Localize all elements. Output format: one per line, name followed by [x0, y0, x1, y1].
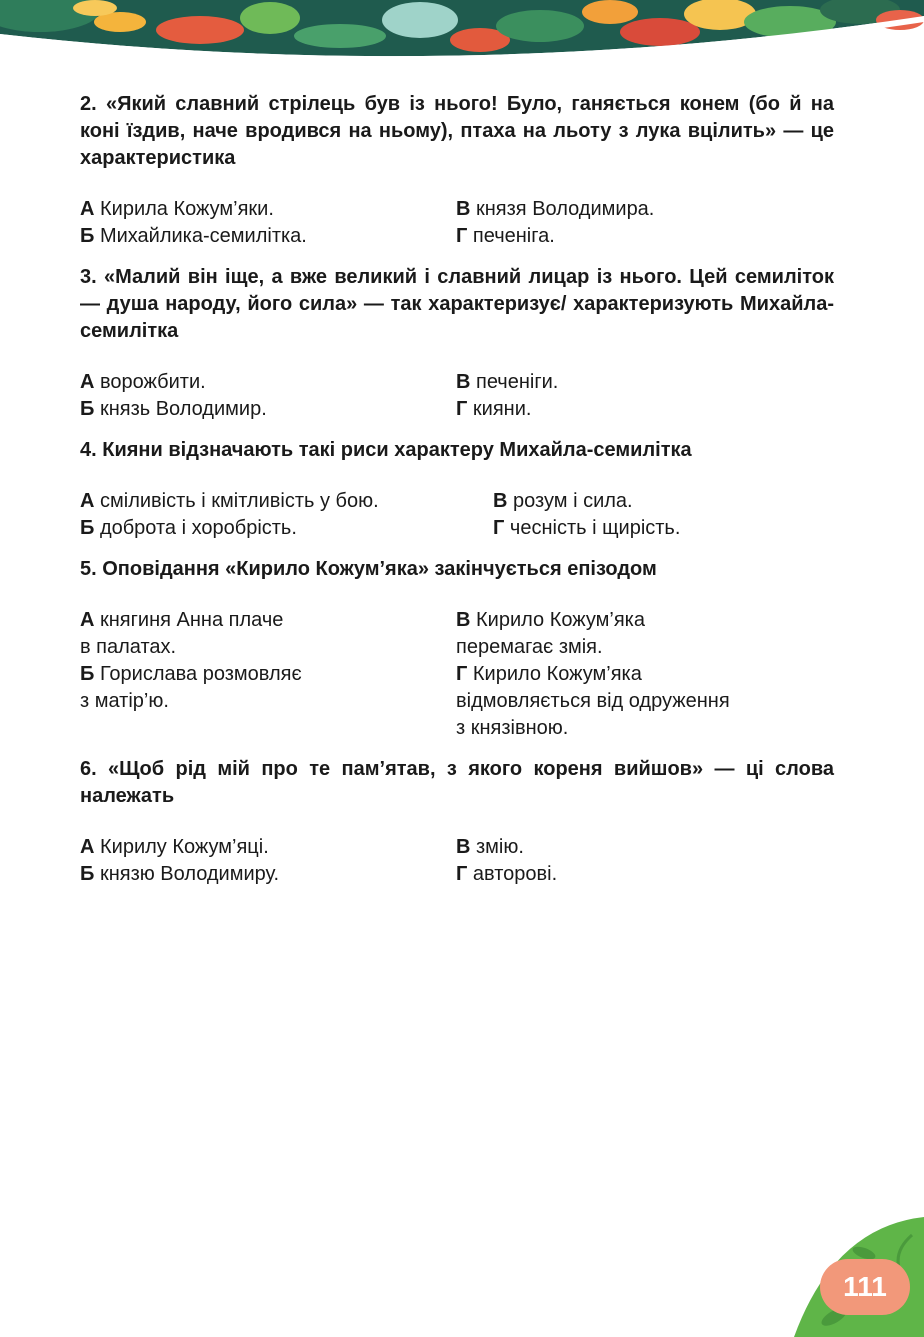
- question-5: [80, 556, 834, 742]
- answer-options: [80, 488, 834, 542]
- option-text: Кирилу Кожум’яці.: [100, 836, 269, 858]
- option-text: кияни.: [472, 398, 532, 420]
- answer-options: [80, 834, 834, 888]
- option-letter: Б: [80, 225, 95, 247]
- option-text: печеніга.: [472, 225, 555, 247]
- option-g: [456, 396, 834, 423]
- option-b: [80, 396, 456, 423]
- option-letter: А: [80, 490, 95, 512]
- option-text: ворожбити.: [100, 371, 206, 393]
- option-v: [456, 369, 834, 396]
- option-letter: А: [80, 609, 95, 631]
- option-letter: А: [80, 371, 95, 393]
- option-text: Михайлика-семилітка.: [99, 225, 307, 247]
- option-letter: В: [493, 490, 508, 512]
- option-text: Кирила Кожум’яки.: [100, 198, 274, 220]
- question-text: 3. «Малий він іще, а вже великий і славний лицар із нього. Цей семиліток — душа народу, його сила» — так характеризує/ характеризують Михайла-семилітка: [80, 266, 834, 342]
- option-text: доброта і хоробрість.: [99, 517, 297, 539]
- option-letter: А: [80, 836, 95, 858]
- test-questions: [80, 91, 834, 902]
- option-v: [493, 488, 834, 515]
- option-text: чесність і щирість.: [509, 517, 681, 539]
- page-number: 111: [820, 1259, 910, 1315]
- option-v: [456, 196, 834, 223]
- option-text: Горислава розмовляє з матір’ю.: [80, 663, 302, 712]
- option-letter: А: [80, 198, 95, 220]
- answer-options: [80, 369, 834, 423]
- answer-options: [80, 607, 834, 742]
- option-letter: В: [456, 836, 471, 858]
- question-text: 2. «Який славний стрілець був із нього! Було, ганяється конем (бо й на коні їздив, наче вродився на ньому), птаха на льоту з лука вцілить» — це характеристика: [80, 93, 834, 169]
- option-text: сміливість і кмітливість у бою.: [100, 490, 379, 512]
- option-text: князь Володимир.: [99, 398, 267, 420]
- question-text: 6. «Щоб рід мій про те пам’ятав, з якого кореня вийшов» — ці слова належать: [80, 758, 834, 807]
- option-g: [493, 515, 834, 542]
- option-text: князя Володимира.: [476, 198, 655, 220]
- option-a: [80, 196, 456, 223]
- option-text: розум і сила.: [513, 490, 633, 512]
- option-letter: Б: [80, 863, 95, 885]
- option-letter: Г: [456, 225, 468, 247]
- option-letter: Г: [456, 398, 468, 420]
- option-text: князю Володимиру.: [99, 863, 280, 885]
- option-letter: Б: [80, 663, 95, 685]
- option-text: Кирило Кожум’яка відмовляється від одруження з князівною.: [456, 663, 730, 739]
- option-letter: Б: [80, 398, 95, 420]
- option-g: [456, 861, 834, 888]
- option-text: Кирило Кожум’яка перемагає змія.: [456, 609, 645, 658]
- option-b: [80, 223, 456, 250]
- option-b: [80, 861, 456, 888]
- question-4: [80, 437, 834, 542]
- option-g: [456, 661, 834, 742]
- option-a: [80, 834, 456, 861]
- option-letter: Г: [493, 517, 505, 539]
- option-b: [80, 515, 493, 542]
- answer-options: [80, 196, 834, 250]
- question-text: 4. Кияни відзначають такі риси характеру Михайла-семилітка: [80, 439, 692, 461]
- option-text: княгиня Анна плаче в палатах.: [80, 609, 284, 658]
- option-letter: В: [456, 371, 471, 393]
- option-text: змію.: [476, 836, 524, 858]
- option-letter: Г: [456, 663, 468, 685]
- option-letter: В: [456, 198, 471, 220]
- option-text: печеніги.: [476, 371, 559, 393]
- option-text: авторові.: [472, 863, 558, 885]
- option-v: [456, 607, 834, 661]
- question-6: [80, 756, 834, 888]
- option-g: [456, 223, 834, 250]
- option-letter: В: [456, 609, 471, 631]
- question-2: [80, 91, 834, 250]
- header-leaves-illustration: [0, 0, 924, 64]
- option-a: [80, 488, 493, 515]
- question-text: 5. Оповідання «Кирило Кожум’яка» закінчується епізодом: [80, 558, 657, 580]
- option-v: [456, 834, 834, 861]
- option-letter: Б: [80, 517, 95, 539]
- option-a: [80, 369, 456, 396]
- option-letter: Г: [456, 863, 468, 885]
- question-3: [80, 264, 834, 423]
- option-a: [80, 607, 456, 661]
- option-b: [80, 661, 456, 742]
